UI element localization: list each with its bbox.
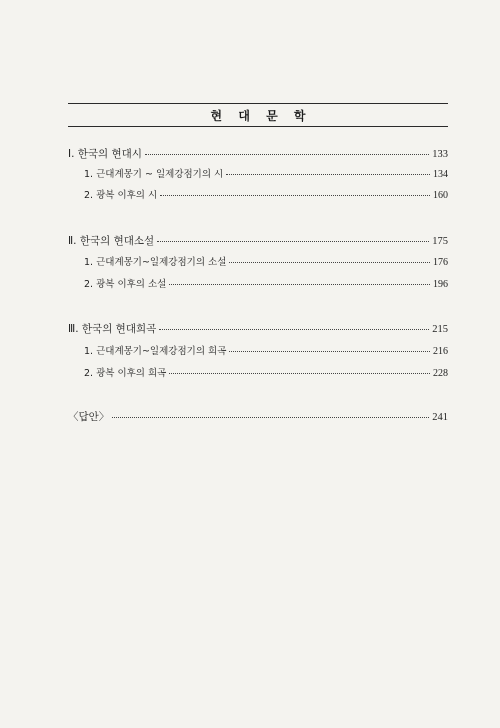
toc-section-label: 〈답안〉 <box>68 411 110 423</box>
toc-page-number: 160 <box>433 190 448 201</box>
toc-item-label: 1. 근대계몽기~일제강점기의 희곡 <box>84 346 227 357</box>
toc-item-label: 2. 광복 이후의 소설 <box>84 279 167 290</box>
toc-page-number: 133 <box>432 149 448 160</box>
toc-page-number: 196 <box>433 279 448 290</box>
toc-item-1-1[interactable] <box>68 168 448 182</box>
toc-header <box>68 103 448 127</box>
toc-page-number: 241 <box>432 412 448 423</box>
toc-section-2[interactable] <box>68 234 448 249</box>
toc-section-1[interactable] <box>68 147 448 162</box>
toc-page-number: 216 <box>433 346 448 357</box>
page-title: 현 대 문 학 <box>210 108 312 123</box>
toc-section-label: Ⅲ. 한국의 현대희곡 <box>68 323 157 335</box>
dot-leader <box>160 194 430 196</box>
dot-leader <box>112 416 429 418</box>
toc-page-number: 176 <box>433 257 448 268</box>
dot-leader <box>145 153 429 155</box>
toc-page-number: 228 <box>433 368 448 379</box>
toc-item-3-1[interactable] <box>68 345 448 359</box>
dot-leader <box>229 350 430 352</box>
toc-item-3-2[interactable] <box>68 367 448 381</box>
toc-section-3[interactable] <box>68 322 448 337</box>
toc-item-1-2[interactable] <box>68 189 448 203</box>
toc-page-number: 134 <box>433 169 448 180</box>
dot-leader <box>169 372 430 374</box>
toc-item-2-2[interactable] <box>68 278 448 292</box>
toc-item-label: 2. 광복 이후의 시 <box>84 190 158 201</box>
toc-item-label: 2. 광복 이후의 희곡 <box>84 368 167 379</box>
toc-section-label: Ⅱ. 한국의 현대소설 <box>68 235 155 247</box>
dot-leader <box>159 328 429 330</box>
toc-item-2-1[interactable] <box>68 256 448 270</box>
toc-item-label: 1. 근대계몽기 ~ 일제강점기의 시 <box>84 169 224 180</box>
toc-item-label: 1. 근대계몽기~일제강점기의 소설 <box>84 257 227 268</box>
dot-leader <box>226 173 430 175</box>
dot-leader <box>157 240 429 242</box>
toc-answers[interactable] <box>68 410 448 425</box>
toc-page-number: 175 <box>432 236 448 247</box>
dot-leader <box>169 283 430 285</box>
dot-leader <box>229 261 430 263</box>
toc-page-number: 215 <box>432 324 448 335</box>
toc-section-label: Ⅰ. 한국의 현대시 <box>68 148 142 160</box>
